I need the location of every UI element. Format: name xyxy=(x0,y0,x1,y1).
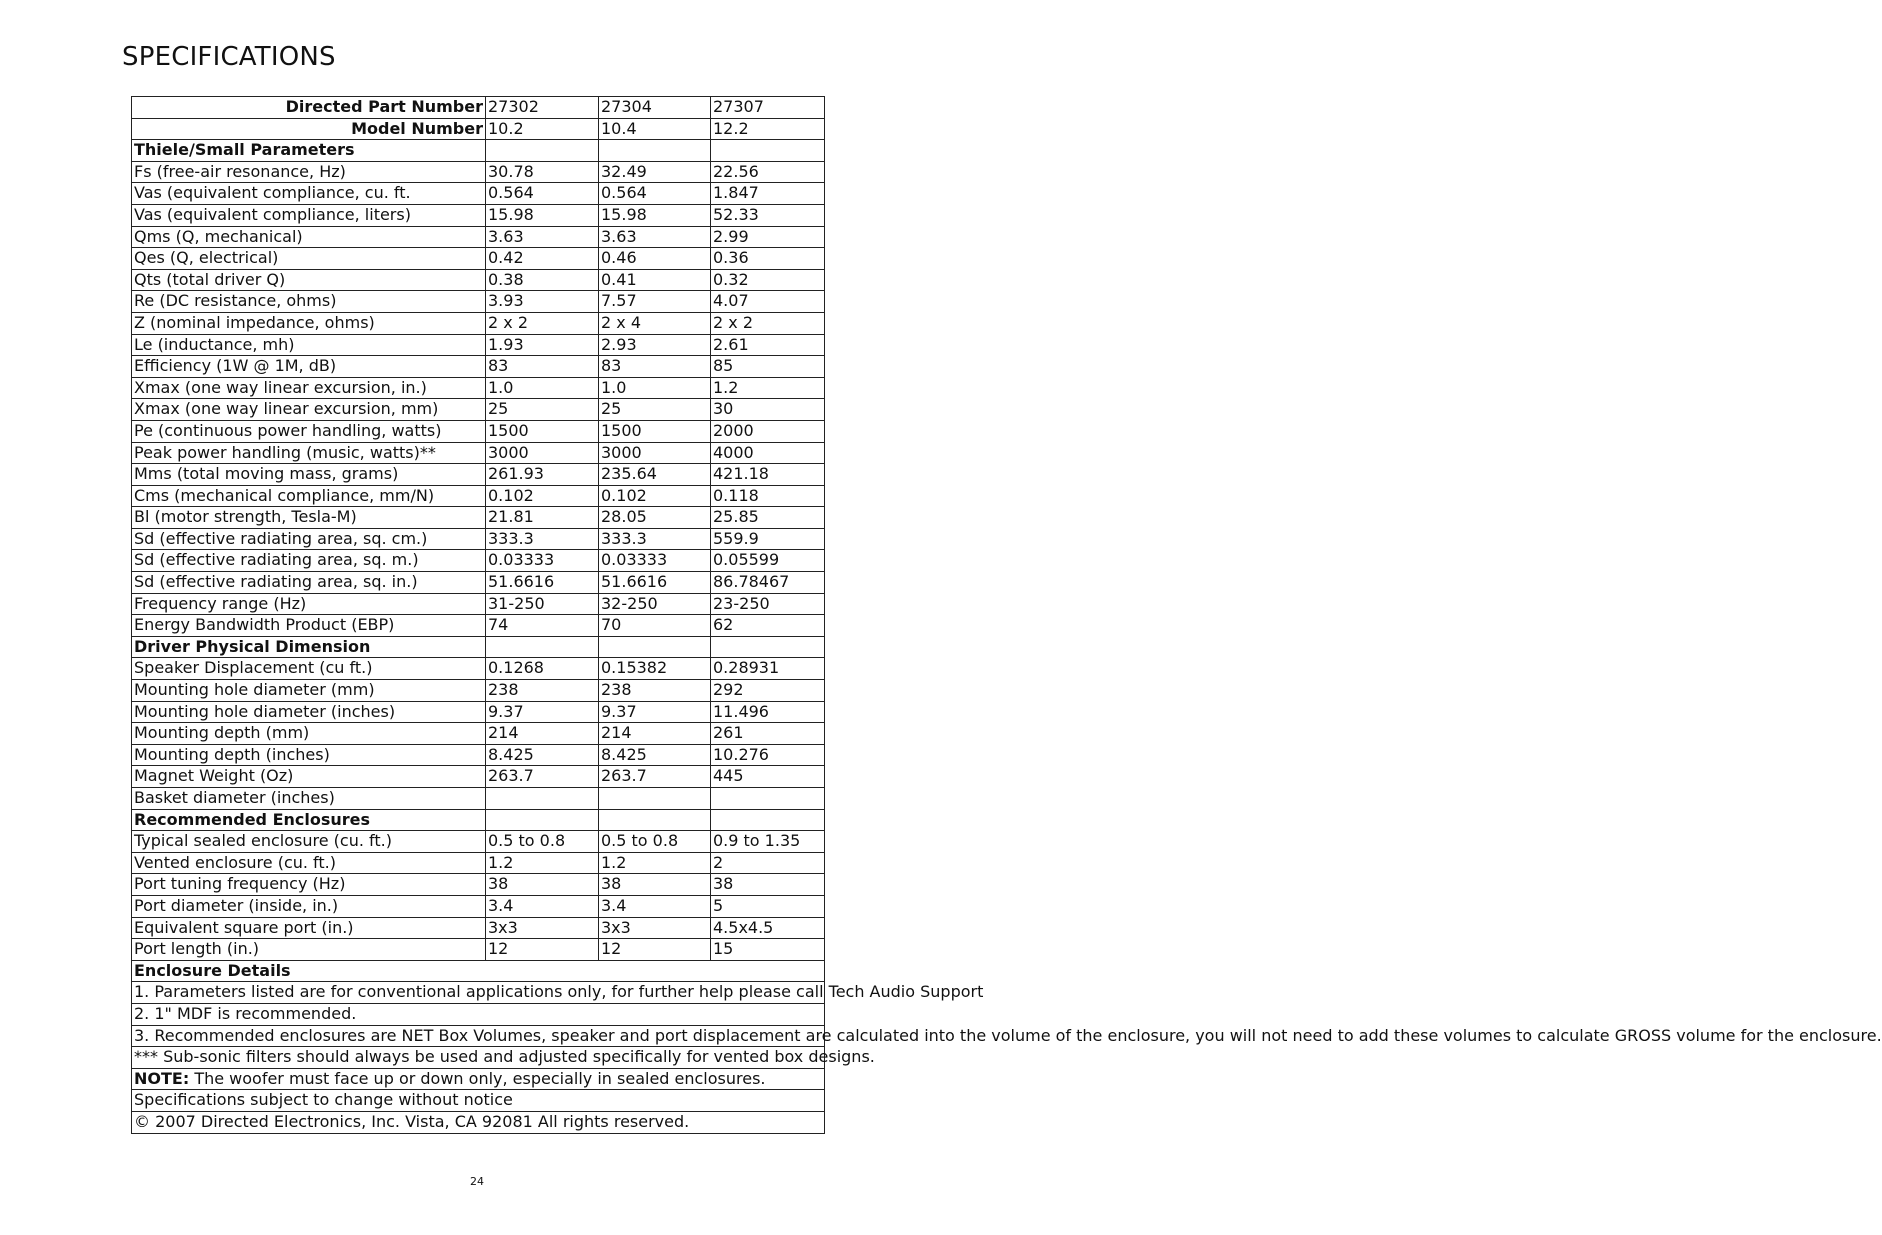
table-row xyxy=(132,895,825,917)
empty-cell xyxy=(486,636,599,658)
details-header-row xyxy=(132,960,825,982)
parameter-value: 4000 xyxy=(711,442,825,464)
empty-cell xyxy=(486,809,599,831)
parameter-label: Vented enclosure (cu. ft.) xyxy=(132,852,486,874)
parameter-value: 214 xyxy=(486,723,599,745)
parameter-value: 15.98 xyxy=(599,204,711,226)
note-woofer-orientation xyxy=(132,1068,825,1090)
parameter-value: 1.0 xyxy=(486,377,599,399)
table-row xyxy=(132,701,825,723)
parameter-value: 214 xyxy=(599,723,711,745)
parameter-value: 70 xyxy=(599,615,711,637)
parameter-label: Frequency range (Hz) xyxy=(132,593,486,615)
parameter-value: 0.03333 xyxy=(486,550,599,572)
parameter-value: 0.05599 xyxy=(711,550,825,572)
parameter-value: 421.18 xyxy=(711,464,825,486)
header-value: 27302 xyxy=(486,97,599,119)
parameter-value: 0.03333 xyxy=(599,550,711,572)
note-row xyxy=(132,982,825,1004)
note-row xyxy=(132,1003,825,1025)
enclosure-details xyxy=(132,960,1882,1133)
parameter-value: 9.37 xyxy=(599,701,711,723)
empty-cell xyxy=(599,636,711,658)
parameter-value: 292 xyxy=(711,680,825,702)
parameter-label: Sd (effective radiating area, sq. m.) xyxy=(132,550,486,572)
parameter-label: Xmax (one way linear excursion, in.) xyxy=(132,377,486,399)
parameter-label: Pe (continuous power handling, watts) xyxy=(132,420,486,442)
note-subsonic-filters: *** Sub-sonic filters should always be used and adjusted specifically for vented box designs. xyxy=(132,1047,825,1069)
table-row xyxy=(132,334,825,356)
table-row xyxy=(132,744,825,766)
table-row xyxy=(132,356,825,378)
note-tech-support: 1. Parameters listed are for conventional applications only, for further help please call Tech Audio Support xyxy=(132,982,825,1004)
note-row xyxy=(132,1090,825,1112)
parameter-value: 83 xyxy=(486,356,599,378)
parameter-label: Xmax (one way linear excursion, mm) xyxy=(132,399,486,421)
parameter-value: 3000 xyxy=(599,442,711,464)
parameter-value: 0.5 to 0.8 xyxy=(486,831,599,853)
parameter-value: 15.98 xyxy=(486,204,599,226)
parameter-label: Equivalent square port (in.) xyxy=(132,917,486,939)
empty-cell xyxy=(711,140,825,162)
parameter-value: 2 x 2 xyxy=(486,312,599,334)
note-row xyxy=(132,1111,825,1133)
empty-cell xyxy=(599,809,711,831)
parameter-value: 0.32 xyxy=(711,269,825,291)
table-row xyxy=(132,291,825,313)
parameter-value: 2 x 4 xyxy=(599,312,711,334)
specifications-table xyxy=(131,96,1882,1134)
parameter-value: 238 xyxy=(486,680,599,702)
parameter-label: Magnet Weight (Oz) xyxy=(132,766,486,788)
parameter-value: 263.7 xyxy=(486,766,599,788)
empty-cell xyxy=(711,636,825,658)
table-row xyxy=(132,917,825,939)
table-row xyxy=(132,485,825,507)
table-row xyxy=(132,269,825,291)
parameter-value: 25 xyxy=(599,399,711,421)
parameter-label: Mms (total moving mass, grams) xyxy=(132,464,486,486)
table-row xyxy=(132,723,825,745)
page-title: SPECIFICATIONS xyxy=(122,42,336,72)
parameter-value: 0.1268 xyxy=(486,658,599,680)
parameter-value: 0.38 xyxy=(486,269,599,291)
table-row xyxy=(132,788,825,810)
parameter-value: 0.36 xyxy=(711,248,825,270)
parameter-label: Sd (effective radiating area, sq. in.) xyxy=(132,572,486,594)
section-header-row xyxy=(132,809,825,831)
table-row xyxy=(132,399,825,421)
parameter-value: 31-250 xyxy=(486,593,599,615)
parameter-value: 0.28931 xyxy=(711,658,825,680)
parameter-label: Le (inductance, mh) xyxy=(132,334,486,356)
parameter-value: 0.118 xyxy=(711,485,825,507)
table-row xyxy=(132,831,825,853)
parameter-value: 0.42 xyxy=(486,248,599,270)
table-row xyxy=(132,939,825,961)
parameter-value: 235.64 xyxy=(599,464,711,486)
header-value: 12.2 xyxy=(711,118,825,140)
parameter-value: 30 xyxy=(711,399,825,421)
parameter-value: 8.425 xyxy=(486,744,599,766)
parameter-value: 1.847 xyxy=(711,183,825,205)
parameter-value: 15 xyxy=(711,939,825,961)
table-row xyxy=(132,766,825,788)
parameter-value: 0.41 xyxy=(599,269,711,291)
parameter-value: 32-250 xyxy=(599,593,711,615)
table-row xyxy=(132,464,825,486)
parameter-value: 32.49 xyxy=(599,161,711,183)
table-row xyxy=(132,593,825,615)
empty-cell xyxy=(486,140,599,162)
parameter-value: 10.276 xyxy=(711,744,825,766)
section-title: Enclosure Details xyxy=(132,960,825,982)
table-row xyxy=(132,226,825,248)
parameter-label: Port tuning frequency (Hz) xyxy=(132,874,486,896)
table-row xyxy=(132,528,825,550)
parameter-value: 22.56 xyxy=(711,161,825,183)
parameter-value: 2.99 xyxy=(711,226,825,248)
table-row xyxy=(132,658,825,680)
parameter-value: 21.81 xyxy=(486,507,599,529)
table-row xyxy=(132,852,825,874)
table-row xyxy=(132,161,825,183)
parameter-value: 30.78 xyxy=(486,161,599,183)
note-label: NOTE: xyxy=(134,1068,190,1088)
parameter-value: 1500 xyxy=(486,420,599,442)
header-value: 27304 xyxy=(599,97,711,119)
parameter-value: 261.93 xyxy=(486,464,599,486)
parameter-label: Mounting hole diameter (mm) xyxy=(132,680,486,702)
parameter-value: 51.6616 xyxy=(599,572,711,594)
copyright: © 2007 Directed Electronics, Inc. Vista, CA 92081 All rights reserved. xyxy=(132,1111,825,1133)
parameter-label: Vas (equivalent compliance, cu. ft. xyxy=(132,183,486,205)
parameter-value: 0.564 xyxy=(486,183,599,205)
parameter-value: 0.102 xyxy=(599,485,711,507)
parameter-value: 261 xyxy=(711,723,825,745)
header-row xyxy=(132,118,825,140)
parameter-label: Sd (effective radiating area, sq. cm.) xyxy=(132,528,486,550)
parameter-value: 1.2 xyxy=(711,377,825,399)
empty-cell xyxy=(599,140,711,162)
header-label: Model Number xyxy=(132,118,486,140)
parameter-label: Port diameter (inside, in.) xyxy=(132,895,486,917)
parameter-label: Mounting depth (mm) xyxy=(132,723,486,745)
parameter-value: 3.63 xyxy=(599,226,711,248)
section-title: Recommended Enclosures xyxy=(132,809,486,831)
table-row xyxy=(132,680,825,702)
header-value: 27307 xyxy=(711,97,825,119)
parameter-value: 238 xyxy=(599,680,711,702)
note-row xyxy=(132,1068,825,1090)
parameter-value: 0.15382 xyxy=(599,658,711,680)
parameter-value: 3.4 xyxy=(486,895,599,917)
parameter-value: 62 xyxy=(711,615,825,637)
parameter-label: Port length (in.) xyxy=(132,939,486,961)
table-row xyxy=(132,442,825,464)
table-row xyxy=(132,183,825,205)
parameter-value: 1.0 xyxy=(599,377,711,399)
parameter-value: 7.57 xyxy=(599,291,711,313)
parameter-value: 1500 xyxy=(599,420,711,442)
parameter-value: 51.6616 xyxy=(486,572,599,594)
parameter-label: Qms (Q, mechanical) xyxy=(132,226,486,248)
parameter-label: Efficiency (1W @ 1M, dB) xyxy=(132,356,486,378)
parameter-value: 1.2 xyxy=(486,852,599,874)
parameter-value: 4.07 xyxy=(711,291,825,313)
table-row xyxy=(132,312,825,334)
header-value: 10.2 xyxy=(486,118,599,140)
parameter-value: 3.93 xyxy=(486,291,599,313)
parameter-label: Mounting hole diameter (inches) xyxy=(132,701,486,723)
parameter-value: 2.61 xyxy=(711,334,825,356)
parameter-label: Qes (Q, electrical) xyxy=(132,248,486,270)
parameter-value: 12 xyxy=(486,939,599,961)
table-row xyxy=(132,507,825,529)
parameter-value: 38 xyxy=(711,874,825,896)
parameter-value: 23-250 xyxy=(711,593,825,615)
parameter-value: 12 xyxy=(599,939,711,961)
parameter-value: 38 xyxy=(486,874,599,896)
parameter-label: Qts (total driver Q) xyxy=(132,269,486,291)
parameter-value: 3.4 xyxy=(599,895,711,917)
parameter-value: 445 xyxy=(711,766,825,788)
parameter-value: 86.78467 xyxy=(711,572,825,594)
note-net-volumes: 3. Recommended enclosures are NET Box Volumes, speaker and port displacement are calculated into the volume of the enclosure, you will not need to add these volumes to calculate GROSS volume for the enclosure. xyxy=(132,1025,825,1047)
parameter-value: 263.7 xyxy=(599,766,711,788)
parameter-label: Vas (equivalent compliance, liters) xyxy=(132,204,486,226)
parameter-value: 3x3 xyxy=(486,917,599,939)
note-specs-change: Specifications subject to change without notice xyxy=(132,1090,825,1112)
parameter-value: 333.3 xyxy=(486,528,599,550)
parameter-value: 5 xyxy=(711,895,825,917)
parameter-value: 559.9 xyxy=(711,528,825,550)
parameter-label: Cms (mechanical compliance, mm/N) xyxy=(132,485,486,507)
parameter-value: 11.496 xyxy=(711,701,825,723)
parameter-value: 0.46 xyxy=(599,248,711,270)
parameter-value: 0.9 to 1.35 xyxy=(711,831,825,853)
parameter-label: Energy Bandwidth Product (EBP) xyxy=(132,615,486,637)
table-row xyxy=(132,550,825,572)
parameter-label: Mounting depth (inches) xyxy=(132,744,486,766)
parameter-value: 333.3 xyxy=(599,528,711,550)
table-row xyxy=(132,615,825,637)
note-row xyxy=(132,1047,825,1069)
parameter-value: 3x3 xyxy=(599,917,711,939)
parameter-value: 38 xyxy=(599,874,711,896)
parameter-value: 4.5x4.5 xyxy=(711,917,825,939)
parameter-label: Basket diameter (inches) xyxy=(132,788,486,810)
parameter-label: Speaker Displacement (cu ft.) xyxy=(132,658,486,680)
note-text: The woofer must face up or down only, especially in sealed enclosures. xyxy=(189,1068,766,1088)
note-mdf: 2. 1" MDF is recommended. xyxy=(132,1003,825,1025)
parameter-value: 0.102 xyxy=(486,485,599,507)
parameter-value: 83 xyxy=(599,356,711,378)
parameter-label: Re (DC resistance, ohms) xyxy=(132,291,486,313)
section-title: Thiele/Small Parameters xyxy=(132,140,486,162)
parameter-value: 52.33 xyxy=(711,204,825,226)
parameter-value: 28.05 xyxy=(599,507,711,529)
header-row xyxy=(132,97,825,119)
parameter-value: 25.85 xyxy=(711,507,825,529)
table-row xyxy=(132,420,825,442)
parameter-value: 0.5 to 0.8 xyxy=(599,831,711,853)
parameter-value: 2 x 2 xyxy=(711,312,825,334)
table-row xyxy=(132,874,825,896)
page-number: 24 xyxy=(470,1175,484,1188)
parameter-value: 2 xyxy=(711,852,825,874)
parameter-value: 2.93 xyxy=(599,334,711,356)
parameter-value: 2000 xyxy=(711,420,825,442)
parameter-label: Peak power handling (music, watts)** xyxy=(132,442,486,464)
empty-cell xyxy=(711,809,825,831)
parameter-label: Bl (motor strength, Tesla-M) xyxy=(132,507,486,529)
parameter-value: 25 xyxy=(486,399,599,421)
parameter-label: Fs (free-air resonance, Hz) xyxy=(132,161,486,183)
table-row xyxy=(132,204,825,226)
parameter-value: 1.93 xyxy=(486,334,599,356)
header-label: Directed Part Number xyxy=(132,97,486,119)
parameter-value xyxy=(599,788,711,810)
parameter-value: 85 xyxy=(711,356,825,378)
header-value: 10.4 xyxy=(599,118,711,140)
specifications-body xyxy=(132,97,825,961)
parameter-value: 8.425 xyxy=(599,744,711,766)
parameter-label: Z (nominal impedance, ohms) xyxy=(132,312,486,334)
parameter-value xyxy=(711,788,825,810)
parameter-value: 0.564 xyxy=(599,183,711,205)
section-header-row xyxy=(132,636,825,658)
parameter-value: 74 xyxy=(486,615,599,637)
note-row xyxy=(132,1025,825,1047)
section-header-row xyxy=(132,140,825,162)
parameter-value: 3000 xyxy=(486,442,599,464)
parameter-value: 9.37 xyxy=(486,701,599,723)
table-row xyxy=(132,572,825,594)
parameter-value: 1.2 xyxy=(599,852,711,874)
table-row xyxy=(132,377,825,399)
section-title: Driver Physical Dimension xyxy=(132,636,486,658)
parameter-value xyxy=(486,788,599,810)
parameter-label: Typical sealed enclosure (cu. ft.) xyxy=(132,831,486,853)
parameter-value: 3.63 xyxy=(486,226,599,248)
table-row xyxy=(132,248,825,270)
